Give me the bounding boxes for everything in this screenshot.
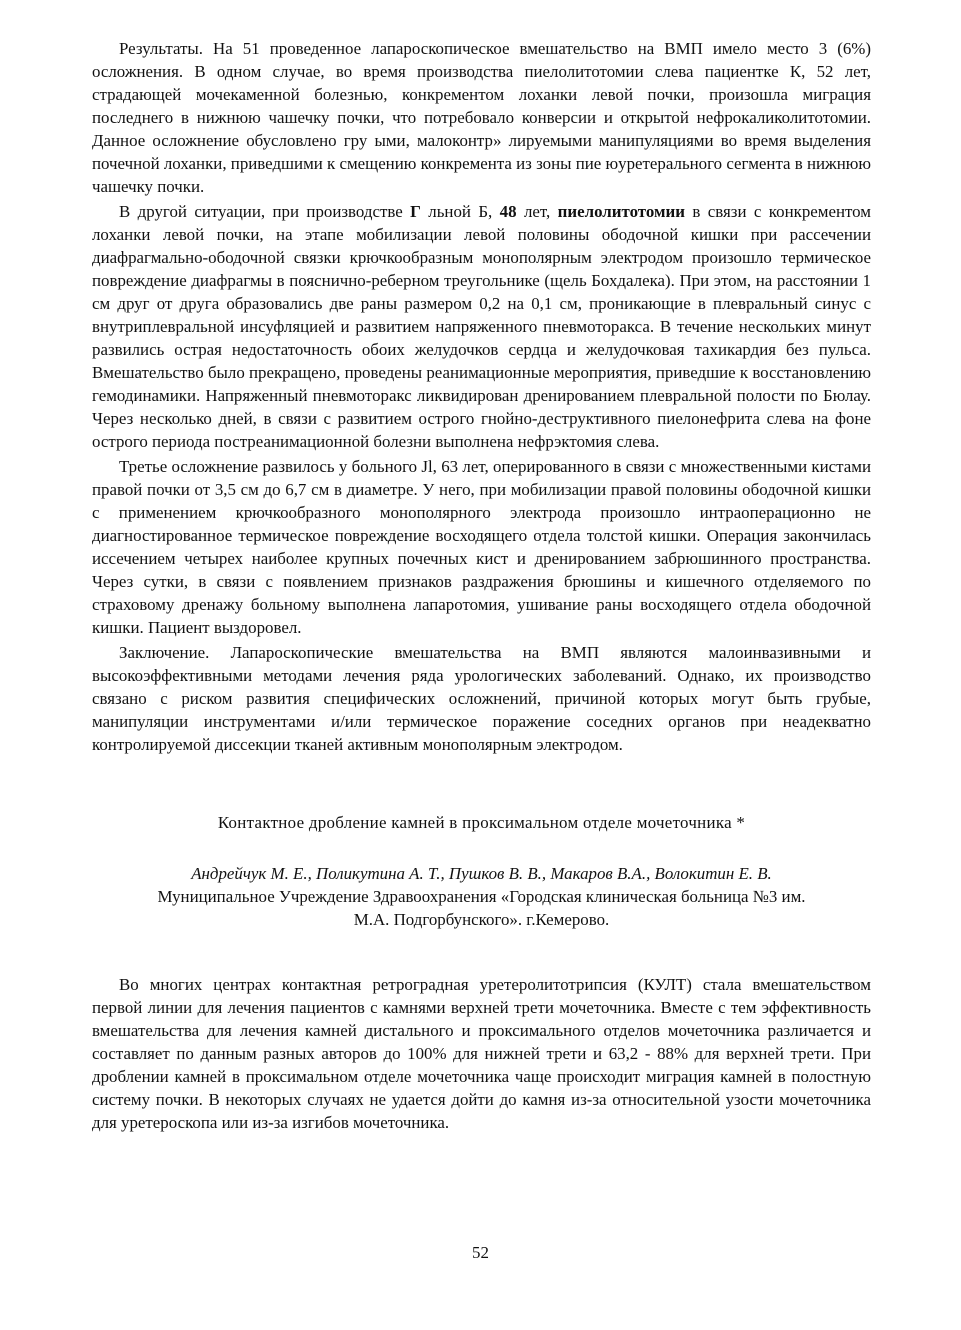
results-paragraph: Результаты. На 51 проведенное лапароскопическое вмешательство на ВМП имело место 3 (6%) осложнения. В одном случае, во время производства пиелолитотомии слева пациентке К, 52 лет, страдающей мочекаменной болезнью, конкрементом лоханки левой почки, произошла миграция последнего в нижнюю чашечку почки, что потребовало конверсии и открытой нефрокаликолитотомии. Данное осложнение обусловлено гру ыми, малоконтр» лируемыми манипуляциями во время выделения почечной лоханки, приведшими к смещению конкремента из зоны пие юуретерального сегмента в нижнюю чашечку почки. [92, 39, 871, 196]
affiliation-line-2: М.А. Подгорбунского». г.Кемерово. [353, 910, 610, 929]
intro-paragraph: Во многих центрах контактная ретроградная уретеролитотрипсия (КУЛТ) стала вмешательством первой линии для лечения пациентов с камнями верхней трети мочеточника. Вместе с тем эффективность вмешательства для лечения камней дистального и проксимального отделов мочеточника различается и составляет по данным разных авторов до 100% для нижней трети и 63,2 - 88% для верхней трети. При дроблении камней в проксимальном отделе мочеточника чаще происходит миграция камней в полостную систему почки. В некоторых случаях не удается дойти до камня из-за относительной узости мочеточника для уретероскопа или из-за изгибов мочеточника. [92, 975, 871, 1132]
second-case-text-1: В другой ситуации, при производстве [119, 202, 411, 221]
second-case-text-4: в связи с конкрементом лоханки левой почки, на этапе мобилизации левой половины ободочной кишки при рассечении диафрагмально-ободочной связки крючкообразным монополярным электродом произошло термическое повреждение диафрагмы в пояснично-реберном треугольнике (щель Бохдалека). При этом, на расстоянии 1 см друг от друга образовались две раны размером 0,2 на 0,1 см, проникающие в плевральный синус с внутриплевральной инсуфляцией и развитием напряженного пневмоторакса. В течение нескольких минут развились острая недостаточность обоих желудочков сердца и желудочковая тахикардия без пульса. Вмешательство было прекращено, проведены реанимационные мероприятия, приведшие к восстановлению гемодинамики. Напряженный пневмоторакс ликвидирован дренированием плевральной полости по Бюлау. Через несколько дней, в связи с развитием острого гнойно-деструктивного пиелонефрита слева на фоне острого периода постреанимационной болезни выполнена нефрэктомия слева. [92, 202, 871, 451]
second-case-bold-1: Г [410, 202, 421, 221]
second-case-bold-2: 48 [499, 202, 517, 221]
conclusion-paragraph: Заключение. Лапароскопические вмешательства на ВМП являются малоинвазивными и высокоэффективными методами лечения ряда урологических заболеваний. Однако, их производство связано с риском развития специфических осложнений, причиной которых могут быть грубые, манипуляции инструментами и/или термическое поражение соседних органов при неадекватно контролируемой диссекции тканей активным монополярным электродом. [92, 643, 871, 754]
third-case-paragraph: Третье осложнение развилось у больного Jl, 63 лет, оперированного в связи с множественными кистами правой почки от 3,5 см до 6,7 см в диаметре. У него, при мобилизации правой половины ободочной кишки с применением крючкообразного монополярного электрода произошло интраоперационно не диагностированное термическое повреждение восходящего отдела толстой кишки. Операция закончилась иссечением четырех наиболее крупных почечных кист и дренированием забрюшинного пространства. Через сутки, в связи с появлением признаков раздражения брюшины и кишечного отделяемого по страховому дренажу больному выполнена лапаротомия, ушивание раны восходящего отдела ободочной кишки. Пациент выздоровел. [92, 457, 871, 637]
second-case-text-2: льной Б, [420, 202, 500, 221]
second-case-paragraph [92, 200, 871, 453]
affiliation-line-1: Муниципальное Учреждение Здравоохранения «Городская клиническая больница №3 им. [157, 887, 806, 906]
spacer [92, 758, 871, 811]
second-case-bold-3: пиелолитотомии [557, 202, 685, 221]
spacer [92, 931, 871, 973]
page-content [92, 37, 871, 1136]
second-case-text-3: лет, [516, 202, 558, 221]
authors-line: Андрейчук М. Е., Поликутина А. Т., Пушков В. В., Макаров В.А., Волокитин Е. В. [191, 864, 772, 883]
page-number: 52 [472, 1243, 489, 1262]
section-title: Контактное дробление камней в проксимальном отделе мочеточника * [217, 813, 746, 832]
